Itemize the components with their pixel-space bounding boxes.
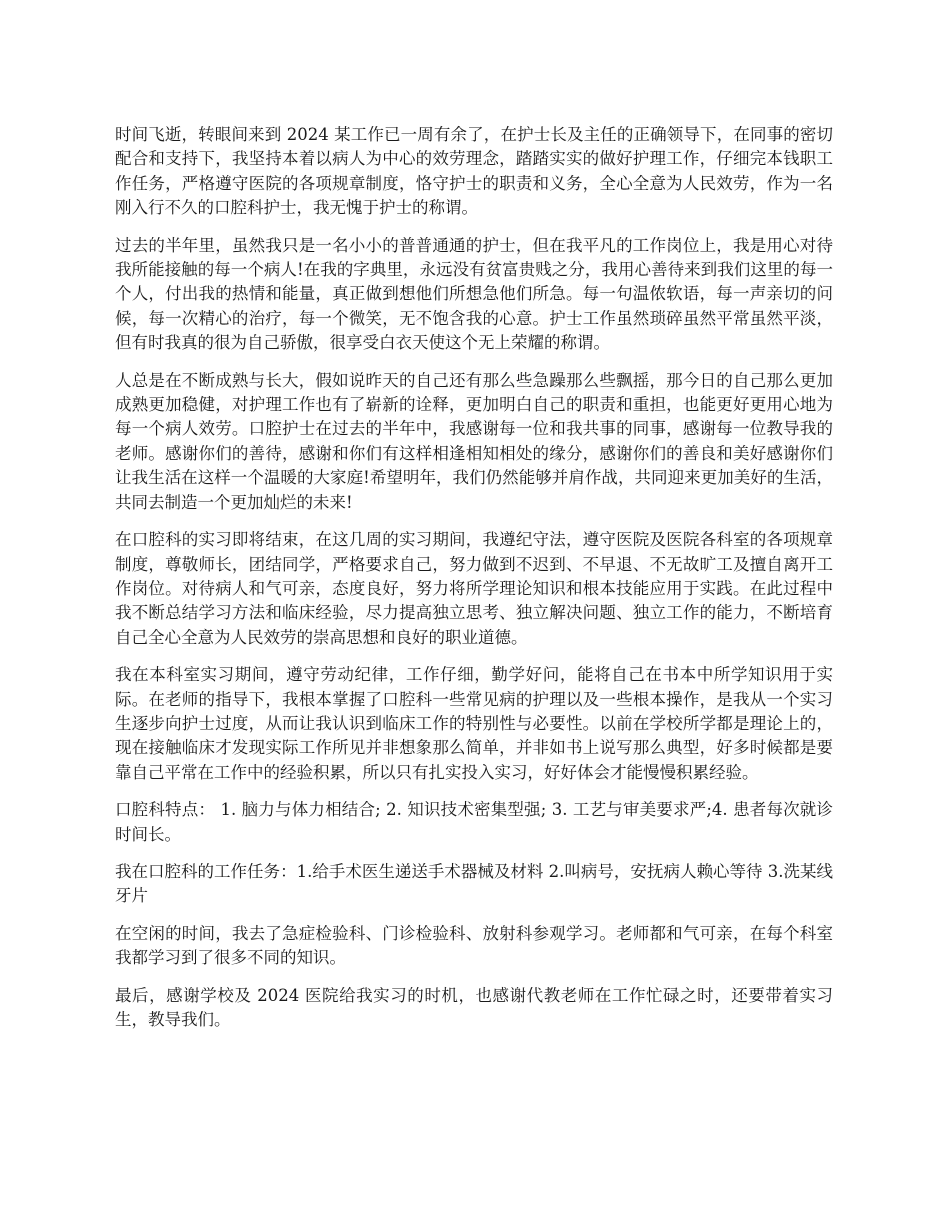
paragraph-9: 最后，感谢学校及 2024 医院给我实习的时机，也感谢代教老师在工作忙碌之时，还要带着实习生，教导我们。 xyxy=(115,985,833,1029)
paragraph-7: 我在口腔科的工作任务：1.给手术医生递送手术器械及材料 2.叫病号，安抚病人赖心等待 3.洗某线牙片 xyxy=(115,861,833,906)
paragraph-4: 在口腔科的实习即将结束，在这几周的实习期间，我遵纪守法，遵守医院及医院各科室的各项规章制度，尊敬师长，团结同学，严格要求自己，努力做到不迟到、不早退、不无故旷工及擅自离开工作岗位。对待病人和气可亲，态度良好，努力将所学理论知识和根本技能应用于实践。在此过程中我不断总结学习方法和临床经验，尽力提高独立思考、独立解决问题、独立工作的能力，不断培育自己全心全意为人民效劳的崇高思想和良好的职业道德。 xyxy=(115,530,833,647)
paragraph-1: 时间飞逝，转眼间来到 2024 某工作已一周有余了，在护士长及主任的正确领导下，在同事的密切配合和支持下，我坚持本着以病人为中心的效劳理念，踏踏实实的做好护理工作，仔细完本钱职工作任务，严格遵守医院的各项规章制度，恪守护士的职责和义务，全心全意为人民效劳，作为一名刚入行不久的口腔科护士，我无愧于护士的称谓。 xyxy=(115,125,833,218)
paragraph-5: 我在本科室实习期间，遵守劳动纪律，工作仔细，勤学好问，能将自己在书本中所学知识用于实际。在老师的指导下，我根本掌握了口腔科一些常见病的护理以及一些根本操作，是我从一个实习生逐步向护士过度，从而让我认识到临床工作的特别性与必要性。以前在学校所学都是理论上的，现在接触临床才发现实际工作所见并非想象那么简单，并非如书上说写那么典型，好多时候都是要靠自己平常在工作中的经验积累，所以只有扎实投入实习，好好体会才能慢慢积累经验。 xyxy=(115,665,833,782)
document-body xyxy=(115,123,833,1045)
paragraph-8: 在空闲的时间，我去了急症检验科、门诊检验科、放射科参观学习。老师都和气可亲，在每个科室我都学习到了很多不同的知识。 xyxy=(115,923,833,968)
paragraph-6: 口腔科特点： 1. 脑力与体力相结合; 2. 知识技术密集型强; 3. 工艺与审美要求严;4. 患者每次就诊时间长。 xyxy=(115,800,833,844)
paragraph-3: 人总是在不断成熟与长大，假如说昨天的自己还有那么些急躁那么些飘摇，那今日的自己那么更加成熟更加稳健，对护理工作也有了崭新的诠释，更加明白自己的职责和重担，也能更好更用心地为每一个病人效劳。口腔护士在过去的半年中，我感谢每一位和我共事的同事，感谢每一位教导我的老师。感谢你们的善待，感谢和你们有这样相逢相知相处的缘分，感谢你们的善良和美好感谢你们让我生活在这样一个温暖的大家庭!希望明年，我们仍然能够并肩作战，共同迎来更加美好的生活，共同去制造一个更加灿烂的未来! xyxy=(115,370,833,512)
paragraph-2: 过去的半年里，虽然我只是一名小小的普普通通的护士，但在我平凡的工作岗位上，我是用心对待我所能接触的每一个病人!在我的字典里，永远没有贫富贵贱之分，我用心善待来到我们这里的每一个人，付出我的热情和能量，真正做到想他们所想急他们所急。每一句温侬软语，每一声亲切的问候，每一次精心的治疗，每一个微笑，无不饱含我的心意。护士工作虽然琐碎虽然平常虽然平淡，但有时我真的很为自己骄傲，很享受白衣天使这个无上荣耀的称谓。 xyxy=(115,235,833,353)
